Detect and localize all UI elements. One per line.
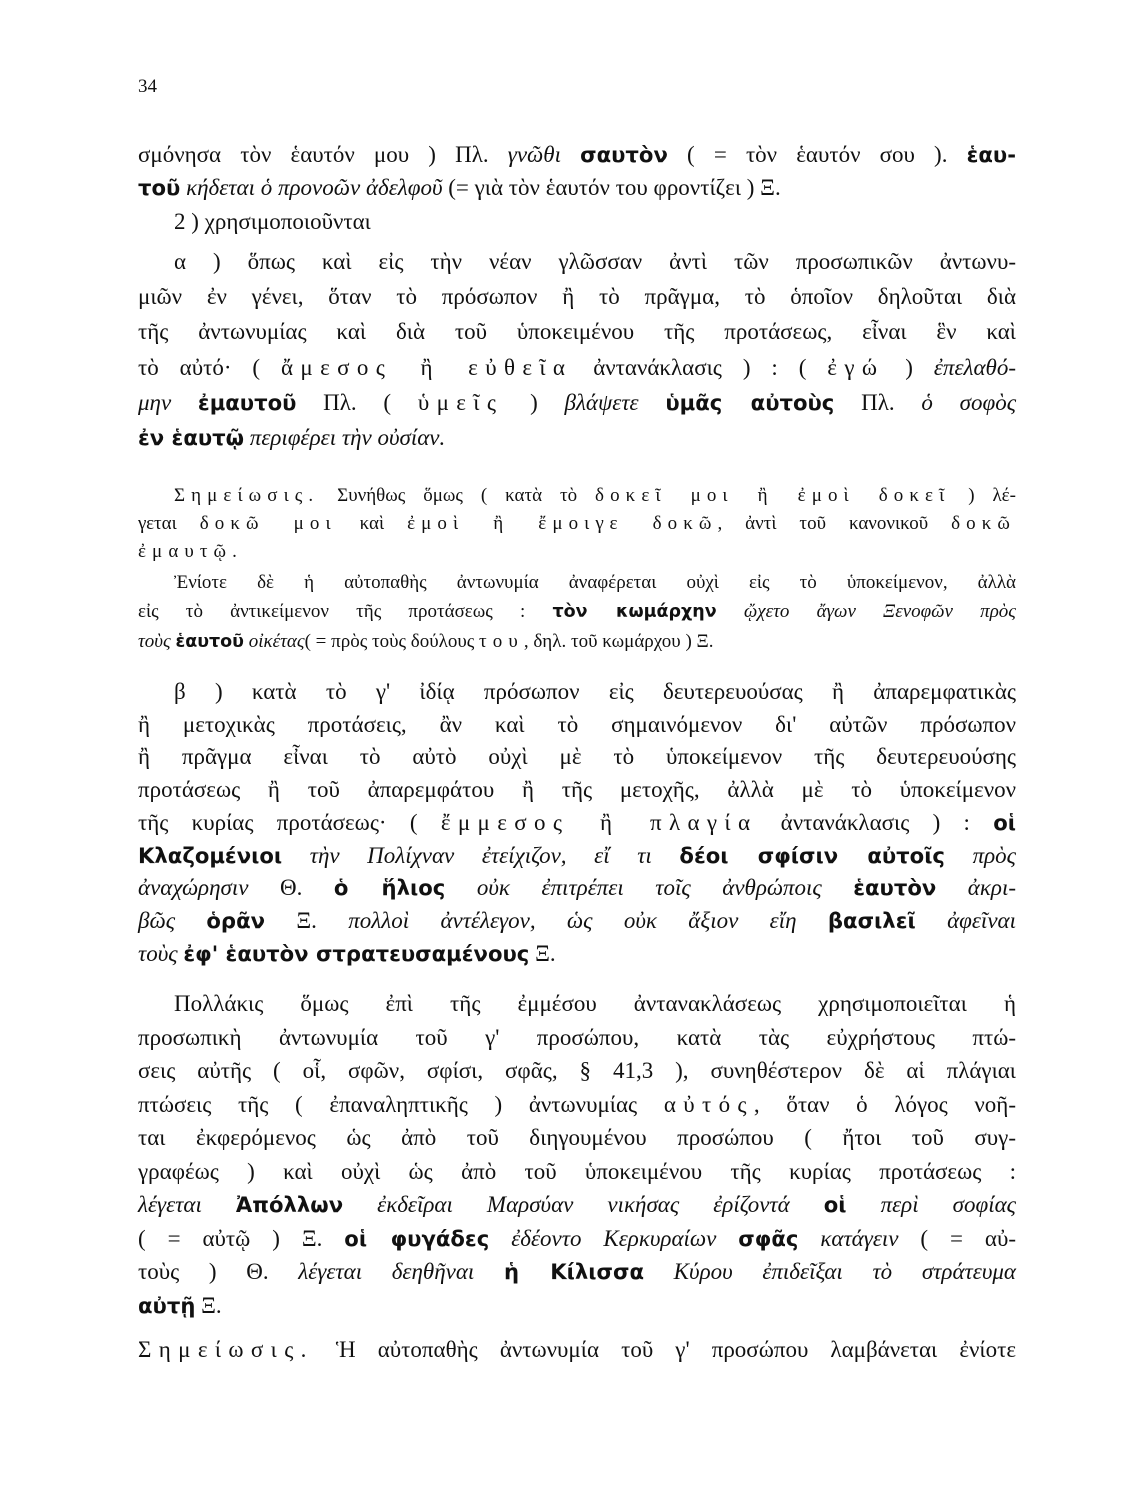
- bold-text: Ἀπόλλων: [235, 1192, 344, 1217]
- text-line: [138, 709, 1016, 742]
- text-line: [138, 568, 1016, 597]
- text: τὸ αὐτό· (: [138, 354, 282, 380]
- italic-text: Κύρου ἐπιδεῖξαι τὸ στράτευμα: [644, 1259, 1016, 1284]
- paragraph-alpha: [138, 244, 1016, 455]
- text-line: [138, 597, 1016, 627]
- text: Ἐνίοτε δὲ ἡ αὐτοπαθὴς ἀντωνυμία ἀναφέρεται οὐχὶ εἰς τὸ ὑποκείμενον, ἀλλὰ: [174, 572, 1016, 593]
- bold-text: ἐφ' ἑαυτὸν στρατευσαμένους: [183, 940, 530, 966]
- text: Ξ.: [195, 1292, 222, 1318]
- italic-text: τοὺς: [138, 940, 184, 966]
- text: Ξ.: [265, 907, 349, 933]
- bold-text: δέοι σφίσιν αὐτοῖς: [679, 842, 945, 868]
- italic-text: ᾤχετο ἄγων Ξενοφῶν πρὸς: [716, 601, 1017, 622]
- text: ): [503, 389, 565, 415]
- italic-text: ἀναχώρησιν: [138, 875, 280, 901]
- text: ( = αὐ-: [898, 1225, 1016, 1251]
- bold-text: σαυτὸν: [580, 142, 668, 167]
- spaced-text: του: [479, 631, 524, 652]
- text: γεται: [138, 513, 200, 534]
- text: ἀντανάκλασις ) :: [757, 809, 994, 835]
- text: Ξ.: [529, 940, 556, 966]
- text-line: [138, 244, 1016, 279]
- italic-text: οὐκ ἐπιτρέπει τοῖς ἀνθρώποις: [445, 875, 854, 901]
- spaced-text: δοκῶ: [951, 513, 1016, 534]
- text: Πλ. (: [296, 389, 418, 415]
- paragraph-beta: [138, 676, 1016, 970]
- text: καὶ: [336, 513, 408, 534]
- text: ( = αὐτῷ ) Ξ.: [138, 1225, 345, 1251]
- italic-text: ἐκδεῖραι Μαρσύαν νικήσας ἐρίζοντά: [343, 1192, 824, 1217]
- text: ): [884, 354, 934, 380]
- italic-text: κήδεται ὁ προνοῶν ἀδελφοῦ: [180, 175, 443, 200]
- text: σεις αὐτῆς ( οἷ, σφῶν, σφίσι, σφᾶς, § 41,3 ), συνηθέστερον δὲ αἱ πλάγιαι: [138, 1058, 1016, 1083]
- spaced-text: Σημείωσις.: [174, 485, 320, 506]
- text-line: [138, 482, 1016, 510]
- text-line: [138, 420, 1016, 455]
- italic-text: πολλοὶ ἀντέλεγον, ὡς οὐκ ἄξιον εἴη: [348, 907, 828, 933]
- spaced-text: δοκῶ μοι: [199, 513, 337, 534]
- text: Πολλάκις ὅμως ἐπὶ τῆς ἐμμέσου ἀντανακλάσεως χρησιμοποιεῖται ἡ: [174, 991, 1016, 1016]
- text: Θ.: [279, 875, 334, 901]
- text: ἀντανάκλασις ) : (: [572, 354, 828, 380]
- spaced-text: αὐτός: [663, 1091, 754, 1117]
- spaced-text: ὑμεῖς: [417, 389, 504, 415]
- text: τῆς ἀντωνυμίας καὶ διὰ τοῦ ὑποκειμένου τῆς προτάσεως, εἶναι ἓν καὶ: [138, 319, 1016, 345]
- italic-text: ἐπελαθό-: [933, 354, 1016, 380]
- text-line: [138, 1155, 1016, 1189]
- text-line: [138, 1222, 1016, 1256]
- text-line: [138, 385, 1016, 420]
- bold-text: αὐτῇ: [138, 1292, 196, 1318]
- italic-text: κατάγειν: [798, 1225, 899, 1251]
- text: , ὅταν ὁ λόγος νοῆ-: [753, 1091, 1016, 1117]
- text: ἢ μετοχικὰς προτάσεις, ἂν καὶ τὸ σημαινόμενον δι' αὐτῶν πρόσωπον: [138, 711, 1016, 737]
- spaced-text: ἐμοὶ ἢ ἔμοιγε δοκῶ: [407, 513, 718, 534]
- bold-text: Κλαζομένιοι: [138, 842, 283, 868]
- italic-text: βλάψετε: [564, 389, 666, 415]
- text-line: [138, 279, 1016, 314]
- spaced-text: ἐγώ: [827, 354, 885, 380]
- italic-text: πρὸς: [944, 842, 1016, 868]
- text: εἰς τὸ ἀντικείμενον τῆς προτάσεως :: [138, 601, 553, 622]
- text-line: [138, 538, 1016, 566]
- text: Ἡ αὐτοπαθὴς ἀντωνυμία τοῦ γ' προσώπου λαμβάνεται ἐνίοτε: [313, 1337, 1016, 1362]
- text: Πλ.: [834, 389, 922, 415]
- italic-text: τοὺς: [138, 631, 176, 652]
- text: πτώσεις τῆς ( ἐπαναληπτικῆς ) ἀντωνυμίας: [138, 1091, 664, 1117]
- text: , δηλ. τοῦ κωμάρχου ) Ξ.: [523, 631, 714, 652]
- bold-text: ἐν ἑαυτῷ: [138, 425, 245, 451]
- italic-text: ἐδέοντο Κερκυραίων: [489, 1225, 739, 1251]
- text: ( = πρὸς τοὺς δούλους: [304, 631, 480, 652]
- text-line: [138, 1054, 1016, 1088]
- bold-text: ἡ Κίλισσα: [503, 1259, 645, 1284]
- italic-text: ἀκρι-: [936, 875, 1016, 901]
- italic-text: περιφέρει τὴν οὐσίαν.: [244, 425, 446, 451]
- text: προσωπικὴ ἀντωνυμία τοῦ γ' προσώπου, κατὰ τὰς εὐχρήστους πτώ-: [138, 1024, 1016, 1050]
- note-paragraph: [138, 482, 1016, 566]
- text-line: [138, 171, 1016, 204]
- text: ται ἐκφερόμενος ὡς ἀπὸ τοῦ διηγουμένου προσώπου ( ἤτοι τοῦ συγ-: [138, 1125, 1016, 1150]
- bold-text: ὁ ἥλιος: [333, 875, 446, 901]
- text-line: [138, 774, 1016, 807]
- text-line: [138, 987, 1016, 1021]
- note-paragraph-continued: [138, 1333, 1016, 1367]
- bold-text: βασιλεῖ: [827, 907, 916, 933]
- italic-text: λέγεται δεηθῆναι: [298, 1259, 504, 1284]
- text-line: [138, 1121, 1016, 1155]
- spaced-text: ἐμαυτῷ.: [138, 541, 243, 562]
- text: α ) ὅπως καὶ εἰς τὴν νέαν γλῶσσαν ἀντὶ τῶν προσωπικῶν ἀντωνυ-: [174, 249, 1016, 274]
- italic-text: ὁ σοφὸς: [921, 389, 1017, 415]
- text: προτάσεως ἢ τοῦ ἀπαρεμφάτου ἢ τῆς μετοχῆς, ἀλλὰ μὲ τὸ ὑποκείμενον: [138, 777, 1016, 803]
- text: Συνήθως ὅμως ( κατὰ τὸ: [319, 485, 596, 506]
- bold-text: τὸν κωμάρχην: [552, 602, 717, 622]
- italic-text: βῶς: [138, 907, 207, 933]
- text-line: [138, 938, 1016, 971]
- text: σμόνησα τὸν ἑαυτόν μου ) Πλ.: [138, 142, 508, 167]
- spaced-text: δοκεῖ μοι ἢ ἐμοὶ δοκεῖ: [595, 485, 951, 506]
- spaced-text: ἔμμεσος ἢ πλαγία: [440, 809, 758, 835]
- bold-text: ἑαυ-: [966, 142, 1016, 167]
- text-line: [138, 138, 1016, 171]
- text-line: [138, 1333, 1016, 1367]
- bold-text: οἱ: [823, 1192, 847, 1217]
- page-number: 34: [138, 76, 157, 97]
- section-heading-2: [138, 205, 1016, 238]
- text-line: [138, 1289, 1016, 1323]
- text: μιῶν ἐν γένει, ὅταν τὸ πρόσωπον ἢ τὸ πρᾶγμα, τὸ ὁποῖον δηλοῦται διὰ: [138, 284, 1016, 310]
- text-line: [138, 1255, 1016, 1289]
- bold-text: ἐμαυτοῦ: [197, 389, 297, 415]
- text: ) λέ-: [950, 485, 1016, 506]
- text: 2 ) χρησιμοποιοῦνται: [174, 209, 371, 234]
- bold-text: σφᾶς: [738, 1225, 799, 1251]
- bold-text: οἱ: [993, 809, 1017, 835]
- text-line: [138, 872, 1016, 905]
- text: β ) κατὰ τὸ γ' ἰδίᾳ πρόσωπον εἰς δευτερευούσας ἢ ἀπαρεμφατικὰς: [174, 679, 1016, 704]
- text: , ἀντὶ τοῦ κανονικοῦ: [717, 513, 952, 534]
- text-line: [138, 840, 1016, 873]
- text-line: [138, 314, 1016, 349]
- bold-text: ὁρᾶν: [206, 907, 266, 933]
- italic-text: μην: [138, 389, 198, 415]
- text-line: [138, 205, 1016, 238]
- italic-text: ἀφεῖναι: [915, 907, 1016, 933]
- bold-text: ὑμᾶς αὐτοὺς: [665, 389, 835, 415]
- spaced-text: ἄμεσος ἢ εὐθεῖα: [281, 354, 573, 380]
- note-paragraph-object: [138, 568, 1016, 657]
- bold-text: οἱ φυγάδες: [344, 1225, 490, 1251]
- text-line: [138, 350, 1016, 385]
- text-line: [138, 1188, 1016, 1222]
- text-line: [138, 807, 1016, 840]
- bold-text: τοῦ: [138, 175, 181, 200]
- text-line: [138, 1021, 1016, 1055]
- text: ( = τὸν ἑαυτόν σου ).: [667, 142, 967, 167]
- paragraph-continuation: [138, 138, 1016, 204]
- italic-text: γνῶθι: [507, 142, 581, 167]
- italic-text: τὴν Πολίχναν ἐτείχιζον, εἴ τι: [282, 842, 680, 868]
- text-line: [138, 510, 1016, 538]
- text: γραφέως ) καὶ οὐχὶ ὡς ἀπὸ τοῦ ὑποκειμένου τῆς κυρίας προτάσεως :: [138, 1158, 1016, 1184]
- bold-text: ἑαυτὸν: [853, 875, 937, 901]
- italic-text: λέγεται: [138, 1192, 236, 1217]
- paragraph-indirect-reflexive: [138, 987, 1016, 1322]
- text-line: [138, 741, 1016, 774]
- text-line: [138, 676, 1016, 709]
- text: τῆς κυρίας προτάσεως· (: [138, 809, 441, 835]
- text-line: [138, 627, 1016, 657]
- text-line: [138, 905, 1016, 938]
- bold-text: ἑαυτοῦ: [175, 632, 244, 652]
- italic-text: οἰκέτας: [243, 631, 305, 652]
- text-line: [138, 1088, 1016, 1122]
- text: τοὺς ) Θ.: [138, 1259, 299, 1284]
- text: (= γιὰ τὸν ἑαυτόν του φροντίζει ) Ξ.: [442, 175, 781, 200]
- text: ἢ πρᾶγμα εἶναι τὸ αὐτὸ οὐχὶ μὲ τὸ ὑποκείμενον τῆς δευτερευούσης: [138, 744, 1016, 770]
- italic-text: περὶ σοφίας: [846, 1192, 1016, 1217]
- spaced-text: Σημείωσις.: [138, 1337, 314, 1362]
